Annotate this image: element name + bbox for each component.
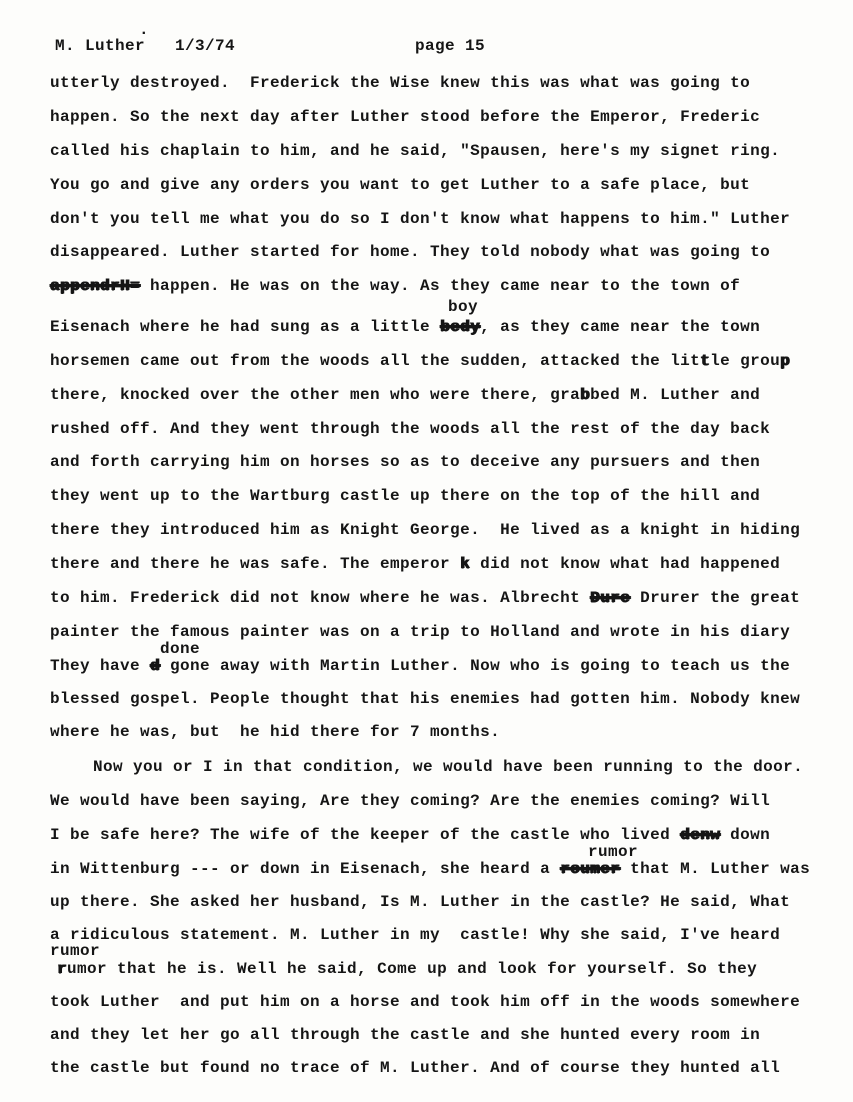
overtyped-text: b: [580, 386, 591, 404]
text-line: [50, 520, 800, 541]
struck-out-text: Dure: [590, 589, 631, 607]
text-line: [50, 351, 790, 372]
text-line: [50, 791, 770, 812]
text-segment: Now you or I in that condition, we would have been running to the door.: [93, 758, 804, 776]
text-segment: they went up to the Wartburg castle up there on the top of the hill and: [50, 487, 761, 505]
text-segment: We would have been saying, Are they coming? Are the enemies coming? Will: [50, 792, 771, 810]
text-line: [50, 1058, 780, 1079]
text-segment: don't you tell me what you do so I don't know what happens to him." Luther: [50, 210, 791, 228]
text-segment: there, knocked over the other men who were there, gra: [50, 386, 581, 404]
text-segment: blessed gospel. People thought that his enemies had gotten him. Nobody knew: [50, 690, 801, 708]
text-segment: umor that he is. Well he said, Come up and look for yourself. So they: [67, 960, 758, 978]
text-segment: boy: [448, 298, 479, 316]
text-segment: .: [139, 21, 150, 39]
text-segment: to him. Frederick did not know where he was. Albrecht: [50, 589, 591, 607]
struck-out-text: denw: [680, 826, 721, 844]
text-segment: I be safe here? The wife of the keeper of the castle who lived: [50, 826, 681, 844]
text-segment: happen. So the next day after Luther stood before the Emperor, Frederic: [50, 108, 761, 126]
text-segment: and forth carrying him on horses so as to deceive any pursuers and then: [50, 453, 761, 471]
text-line: [50, 486, 760, 507]
text-segment: rumor: [50, 942, 101, 960]
text-segment: and they let her go all through the castle and she hunted every room in: [50, 1026, 761, 1044]
text-segment: le grou: [710, 352, 781, 370]
text-segment: M. Luther 1/3/74: [55, 37, 236, 55]
text-line: [50, 722, 500, 743]
struck-out-text: bedy: [440, 318, 481, 336]
text-line: [50, 141, 780, 162]
text-segment: down: [720, 826, 771, 844]
header-author-date: [55, 36, 235, 57]
text-segment: there and there he was safe. The emperor: [50, 555, 461, 573]
text-line: [50, 107, 760, 128]
text-segment: a ridiculous statement. M. Luther in my castle! Why she said, I've heard: [50, 926, 781, 944]
overtyped-text: p: [780, 352, 791, 370]
header-page-number: [415, 36, 485, 57]
text-line: [50, 242, 770, 263]
text-segment: page 15: [415, 37, 486, 55]
text-line: [50, 925, 780, 946]
text-segment: utterly destroyed. Frederick the Wise knew this was what was going to: [50, 74, 751, 92]
text-segment: up there. She asked her husband, Is M. Luther in the castle? He said, What: [50, 893, 791, 911]
text-line: [50, 419, 770, 440]
struck-out-text: roumer: [560, 860, 621, 878]
text-segment: rushed off. And they went through the woods all the rest of the day back: [50, 420, 771, 438]
text-segment: rumor: [588, 843, 639, 861]
struck-out-text: appendrH=: [50, 277, 141, 295]
text-line: [50, 554, 780, 575]
text-line: [50, 825, 770, 846]
text-line: [50, 859, 810, 880]
text-segment: took Luther and put him on a horse and took him off in the woods somewhere: [50, 993, 801, 1011]
text-segment: bed M. Luther and: [590, 386, 761, 404]
text-segment: in Wittenburg --- or down in Eisenach, she heard a: [50, 860, 561, 878]
text-segment: gone away with Martin Luther. Now who is going to teach us the: [160, 657, 791, 675]
text-segment: disappeared. Luther started for home. They told nobody what was going to: [50, 243, 771, 261]
text-line: [50, 209, 790, 230]
text-line: [50, 73, 750, 94]
overtyped-text: k: [460, 555, 471, 573]
text-line: [50, 992, 800, 1013]
text-segment: happen. He was on the way. As they came near to the town of: [140, 277, 741, 295]
text-line: [50, 276, 740, 297]
text-line: [50, 452, 760, 473]
text-line: [50, 588, 800, 609]
text-line: [50, 1025, 760, 1046]
overtyped-text: r: [57, 960, 68, 978]
text-segment: the castle but found no trace of M. Luther. And of course they hunted all: [50, 1059, 781, 1077]
overtyped-text: t: [700, 352, 711, 370]
text-segment: You go and give any orders you want to get Luther to a safe place, but: [50, 176, 751, 194]
text-line: [50, 317, 760, 338]
text-segment: called his chaplain to him, and he said, "Spausen, here's my signet ring.: [50, 142, 781, 160]
text-segment: did not know what had happened: [470, 555, 781, 573]
text-segment: Drurer the great: [630, 589, 801, 607]
text-line: [50, 892, 790, 913]
text-line: [50, 385, 760, 406]
text-segment: done: [160, 640, 201, 658]
text-line: [50, 175, 750, 196]
text-segment: horsemen came out from the woods all the sudden, attacked the lit: [50, 352, 701, 370]
text-segment: They have: [50, 657, 151, 675]
text-segment: where he was, but he hid there for 7 months.: [50, 723, 501, 741]
text-segment: there they introduced him as Knight George. He lived as a knight in hiding: [50, 521, 801, 539]
text-line: [50, 689, 800, 710]
struck-out-text: d: [150, 657, 161, 675]
text-line: [57, 959, 757, 980]
text-line: [93, 757, 803, 778]
text-segment: that M. Luther was: [620, 860, 811, 878]
text-line: [50, 656, 790, 677]
text-segment: , as they came near the town: [480, 318, 761, 336]
text-segment: painter the famous painter was on a trip to Holland and wrote in his diary: [50, 623, 791, 641]
text-segment: Eisenach where he had sung as a little: [50, 318, 441, 336]
inserted-correction: [448, 297, 478, 318]
